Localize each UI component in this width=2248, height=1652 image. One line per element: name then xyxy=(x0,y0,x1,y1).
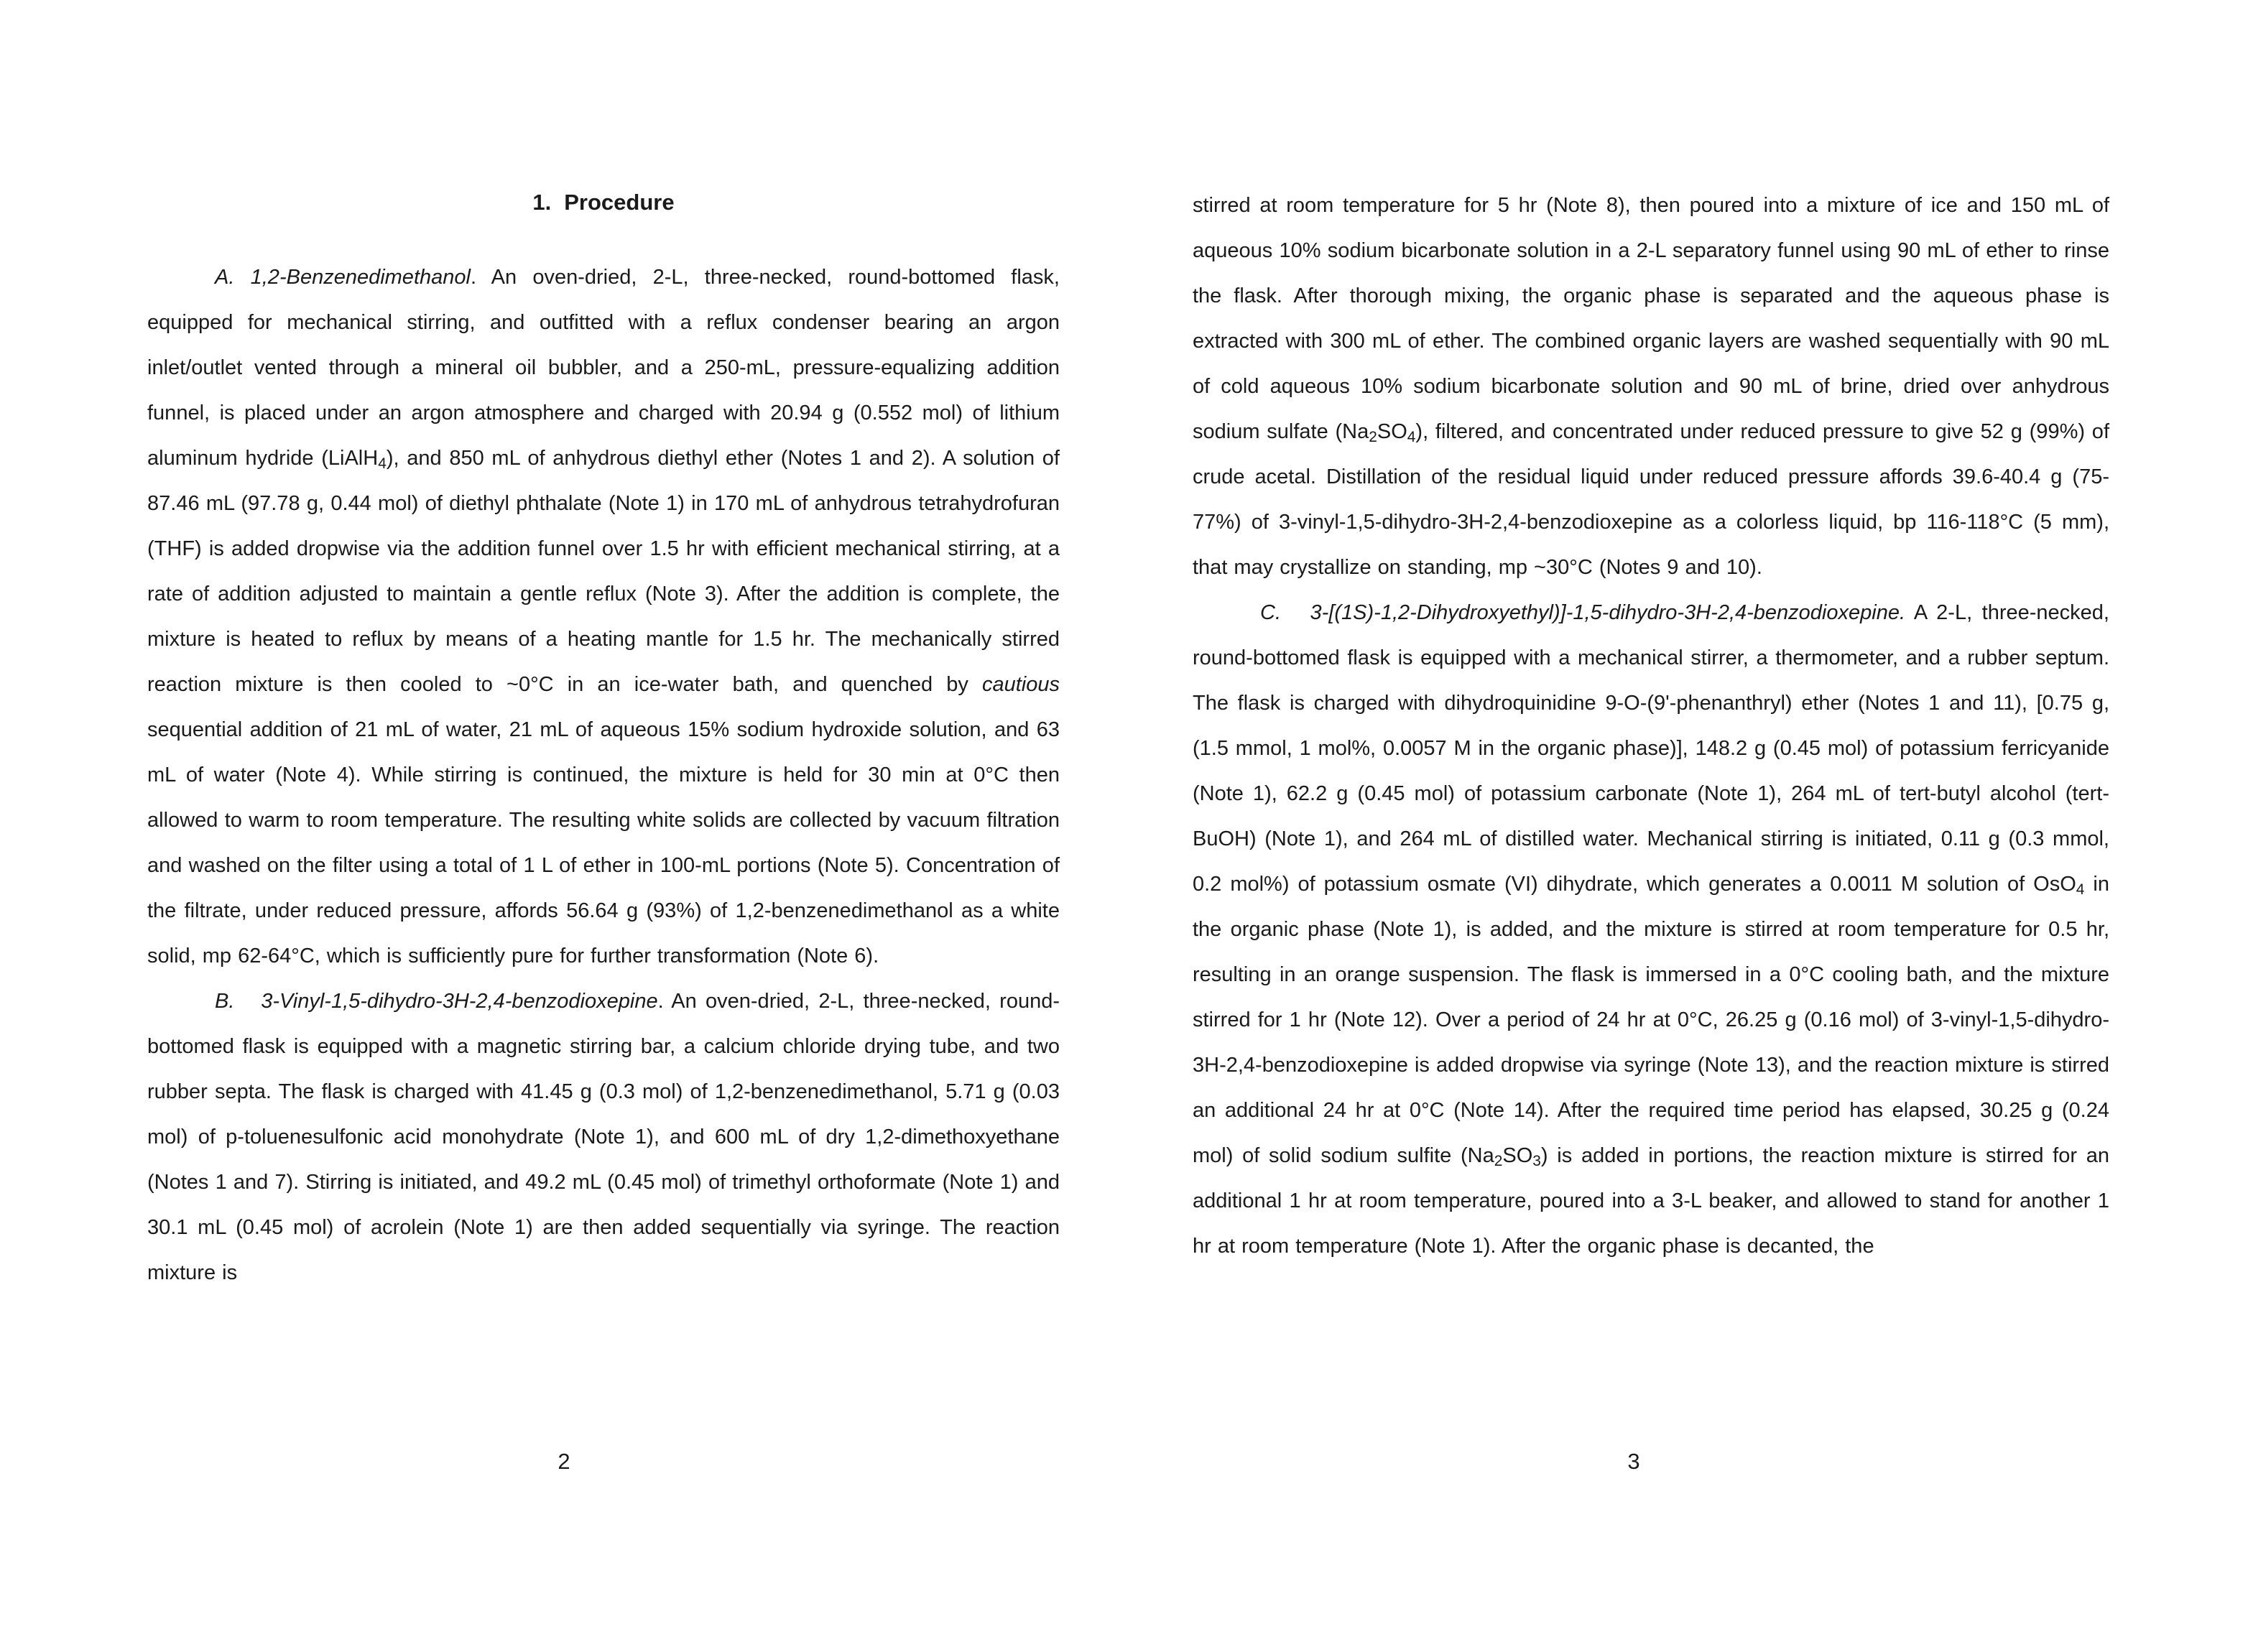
paragraph-b xyxy=(147,979,1060,1296)
page-number-right: 3 xyxy=(1627,1449,1640,1474)
paragraph-b-cont-text-1: stirred at room temperature for 5 hr (Note 8), then poured into a mixture of ice and 150 mL of aqueous 10% sodium bicarbonate solution in a 2-L separatory funnel using 90 mL of ether to rinse the flask. After thorough mixing, the organic phase is separated and the aqueous phase is extracted with 300 mL of ether. The combined organic layers are washed sequentially with 90 mL of cold aqueous 10% sodium bicarbonate solution and 90 mL of brine, dried over anhydrous sodium sulfate (Na xyxy=(1193,194,2109,443)
page-number-left: 2 xyxy=(558,1449,570,1474)
paragraph-c-text-2: in the organic phase (Note 1), is added, and the mixture is stirred at room temperature for 0.5 hr, resulting in an orange suspension. The flask is immersed in a 0°C cooling bath, and the mixture stirred for 1 hr (Note 12). Over a period of 24 hr at 0°C, 26.25 g (0.16 mol) of 3-vinyl-1,5-dihydro-3H-2,4-benzodioxepine is added dropwise via syringe (Note 13), and the reaction mixture is stirred an additional 24 hr at 0°C (Note 14). After the required time period has elapsed, 30.25 g (0.24 mol) of solid sodium sulfite (Na xyxy=(1193,873,2109,1167)
paragraph-c-sub-3: 3 xyxy=(1532,1153,1541,1170)
paragraph-c-sub-2: 2 xyxy=(1494,1153,1503,1170)
paragraph-b-cont-text-2: SO xyxy=(1377,420,1407,443)
right-text-column xyxy=(1193,183,2109,1269)
paragraph-c-text-3: SO xyxy=(1502,1144,1533,1167)
paragraph-a xyxy=(147,255,1060,979)
paragraph-c xyxy=(1193,590,2109,1269)
paragraph-a-text-1: . An oven-dried, 2-L, three-necked, round-bottomed flask, equipped for mechanical stirring, and outfitted with a reflux condenser bearing an argon inlet/outlet vented through a mineral oil bubbler, and a 250-mL, pressure-equalizing addition funnel, is placed under an argon atmosphere and charged with 20.94 g (0.552 mol) of lithium aluminum hydride (LiAlH xyxy=(147,266,1060,470)
section-number: 1. xyxy=(532,190,552,215)
section-heading xyxy=(147,185,1060,220)
paragraph-c-sub-1: 4 xyxy=(2076,881,2085,899)
paragraph-a-label: A. xyxy=(215,266,235,289)
paragraph-c-text-4: ) is added in portions, the reaction mixture is stirred for an additional 1 hr at room temperature, poured into a 3-L beaker, and allowed to stand for another 1 hr at room temperature (Note 1). After the organic phase is decanted, the xyxy=(1193,1144,2109,1258)
paragraph-b-cont-sub-2: 4 xyxy=(1407,429,1416,446)
paragraph-b-continued xyxy=(1193,183,2109,590)
paragraph-b-text: . An oven-dried, 2-L, three-necked, round-bottomed flask is equipped with a magnetic stirring bar, a calcium chloride drying tube, and two rubber septa. The flask is charged with 41.45 g (0.3 mol) of 1,2-benzenedimethanol, 5.71 g (0.03 mol) of p-toluenesulfonic acid monohydrate (Note 1), and 600 mL of dry 1,2-dimethoxyethane (Notes 1 and 7). Stirring is initiated, and 49.2 mL (0.45 mol) of trimethyl orthoformate (Note 1) and 30.1 mL (0.45 mol) of acrolein (Note 1) are then added sequentially via syringe. The reaction mixture is xyxy=(147,990,1060,1284)
left-text-column xyxy=(147,255,1060,1296)
paragraph-c-text-1: A 2-L, three-necked, round-bottomed flask is equipped with a mechanical stirrer, a thermometer, and a rubber septum. The flask is charged with dihydroquinidine 9-O-(9'-phenanthryl) ether (Notes 1 and 11), [0.75 g, (1.5 mmol, 1 mol%, 0.0057 M in the organic phase)], 148.2 g (0.45 mol) of potassium ferricyanide (Note 1), 62.2 g (0.45 mol) of potassium carbonate (Note 1), 264 mL of tert-butyl alcohol (tert-BuOH) (Note 1), and 264 mL of distilled water. Mechanical stirring is initiated, 0.11 g (0.3 mmol, 0.2 mol%) of potassium osmate (VI) dihydrate, which generates a 0.0011 M solution of OsO xyxy=(1193,601,2109,896)
paragraph-a-text-2: ), and 850 mL of anhydrous diethyl ether (Notes 1 and 2). A solution of 87.46 mL (97.78 g, 0.44 mol) of diethyl phthalate (Note 1) in 170 mL of anhydrous tetrahydrofuran (THF) is added dropwise via the addition funnel over 1.5 hr with efficient mechanical stirring, at a rate of addition adjusted to maintain a gentle reflux (Note 3). After the addition is complete, the mixture is heated to reflux by means of a heating mantle for 1.5 hr. The mechanically stirred reaction mixture is then cooled to ~0°C in an ice-water bath, and quenched by xyxy=(147,447,1060,696)
paragraph-b-label: B. xyxy=(215,990,235,1013)
paragraph-c-label: C. xyxy=(1260,601,1281,624)
section-title: Procedure xyxy=(564,190,675,215)
paragraph-a-title: 1,2-Benzenedimethanol xyxy=(250,266,471,289)
paragraph-a-emphasis: cautious xyxy=(981,673,1060,696)
paragraph-b-title: 3-Vinyl-1,5-dihydro-3H-2,4-benzodioxepine xyxy=(261,990,658,1013)
paragraph-a-text-3: sequential addition of 21 mL of water, 21 mL of aqueous 15% sodium hydroxide solution, and 63 mL of water (Note 4). While stirring is continued, the mixture is held for 30 min at 0°C then allowed to warm to room temperature. The resulting white solids are collected by vacuum filtration and washed on the filter using a total of 1 L of ether in 100-mL portions (Note 5). Concentration of the filtrate, under reduced pressure, affords 56.64 g (93%) of 1,2-benzenedimethanol as a white solid, mp 62-64°C, which is sufficiently pure for further transformation (Note 6). xyxy=(147,718,1060,967)
paragraph-a-subscript: 4 xyxy=(378,455,387,473)
paragraph-b-cont-sub-1: 2 xyxy=(1369,429,1377,446)
page-right xyxy=(1124,0,2248,1652)
paragraph-b-cont-text-3: ), filtered, and concentrated under reduced pressure to give 52 g (99%) of crude acetal. Distillation of the residual liquid under reduced pressure affords 39.6-40.4 g (75-77%) of 3-vinyl-1,5-dihydro-3H-2,4-benzodioxepine as a colorless liquid, bp 116-118°C (5 mm), that may crystallize on standing, mp ~30°C (Notes 9 and 10). xyxy=(1193,420,2109,579)
paragraph-c-title: 3-[(1S)-1,2-Dihydroxyethyl)]-1,5-dihydro-3H-2,4-benzodioxepine. xyxy=(1310,601,1906,624)
